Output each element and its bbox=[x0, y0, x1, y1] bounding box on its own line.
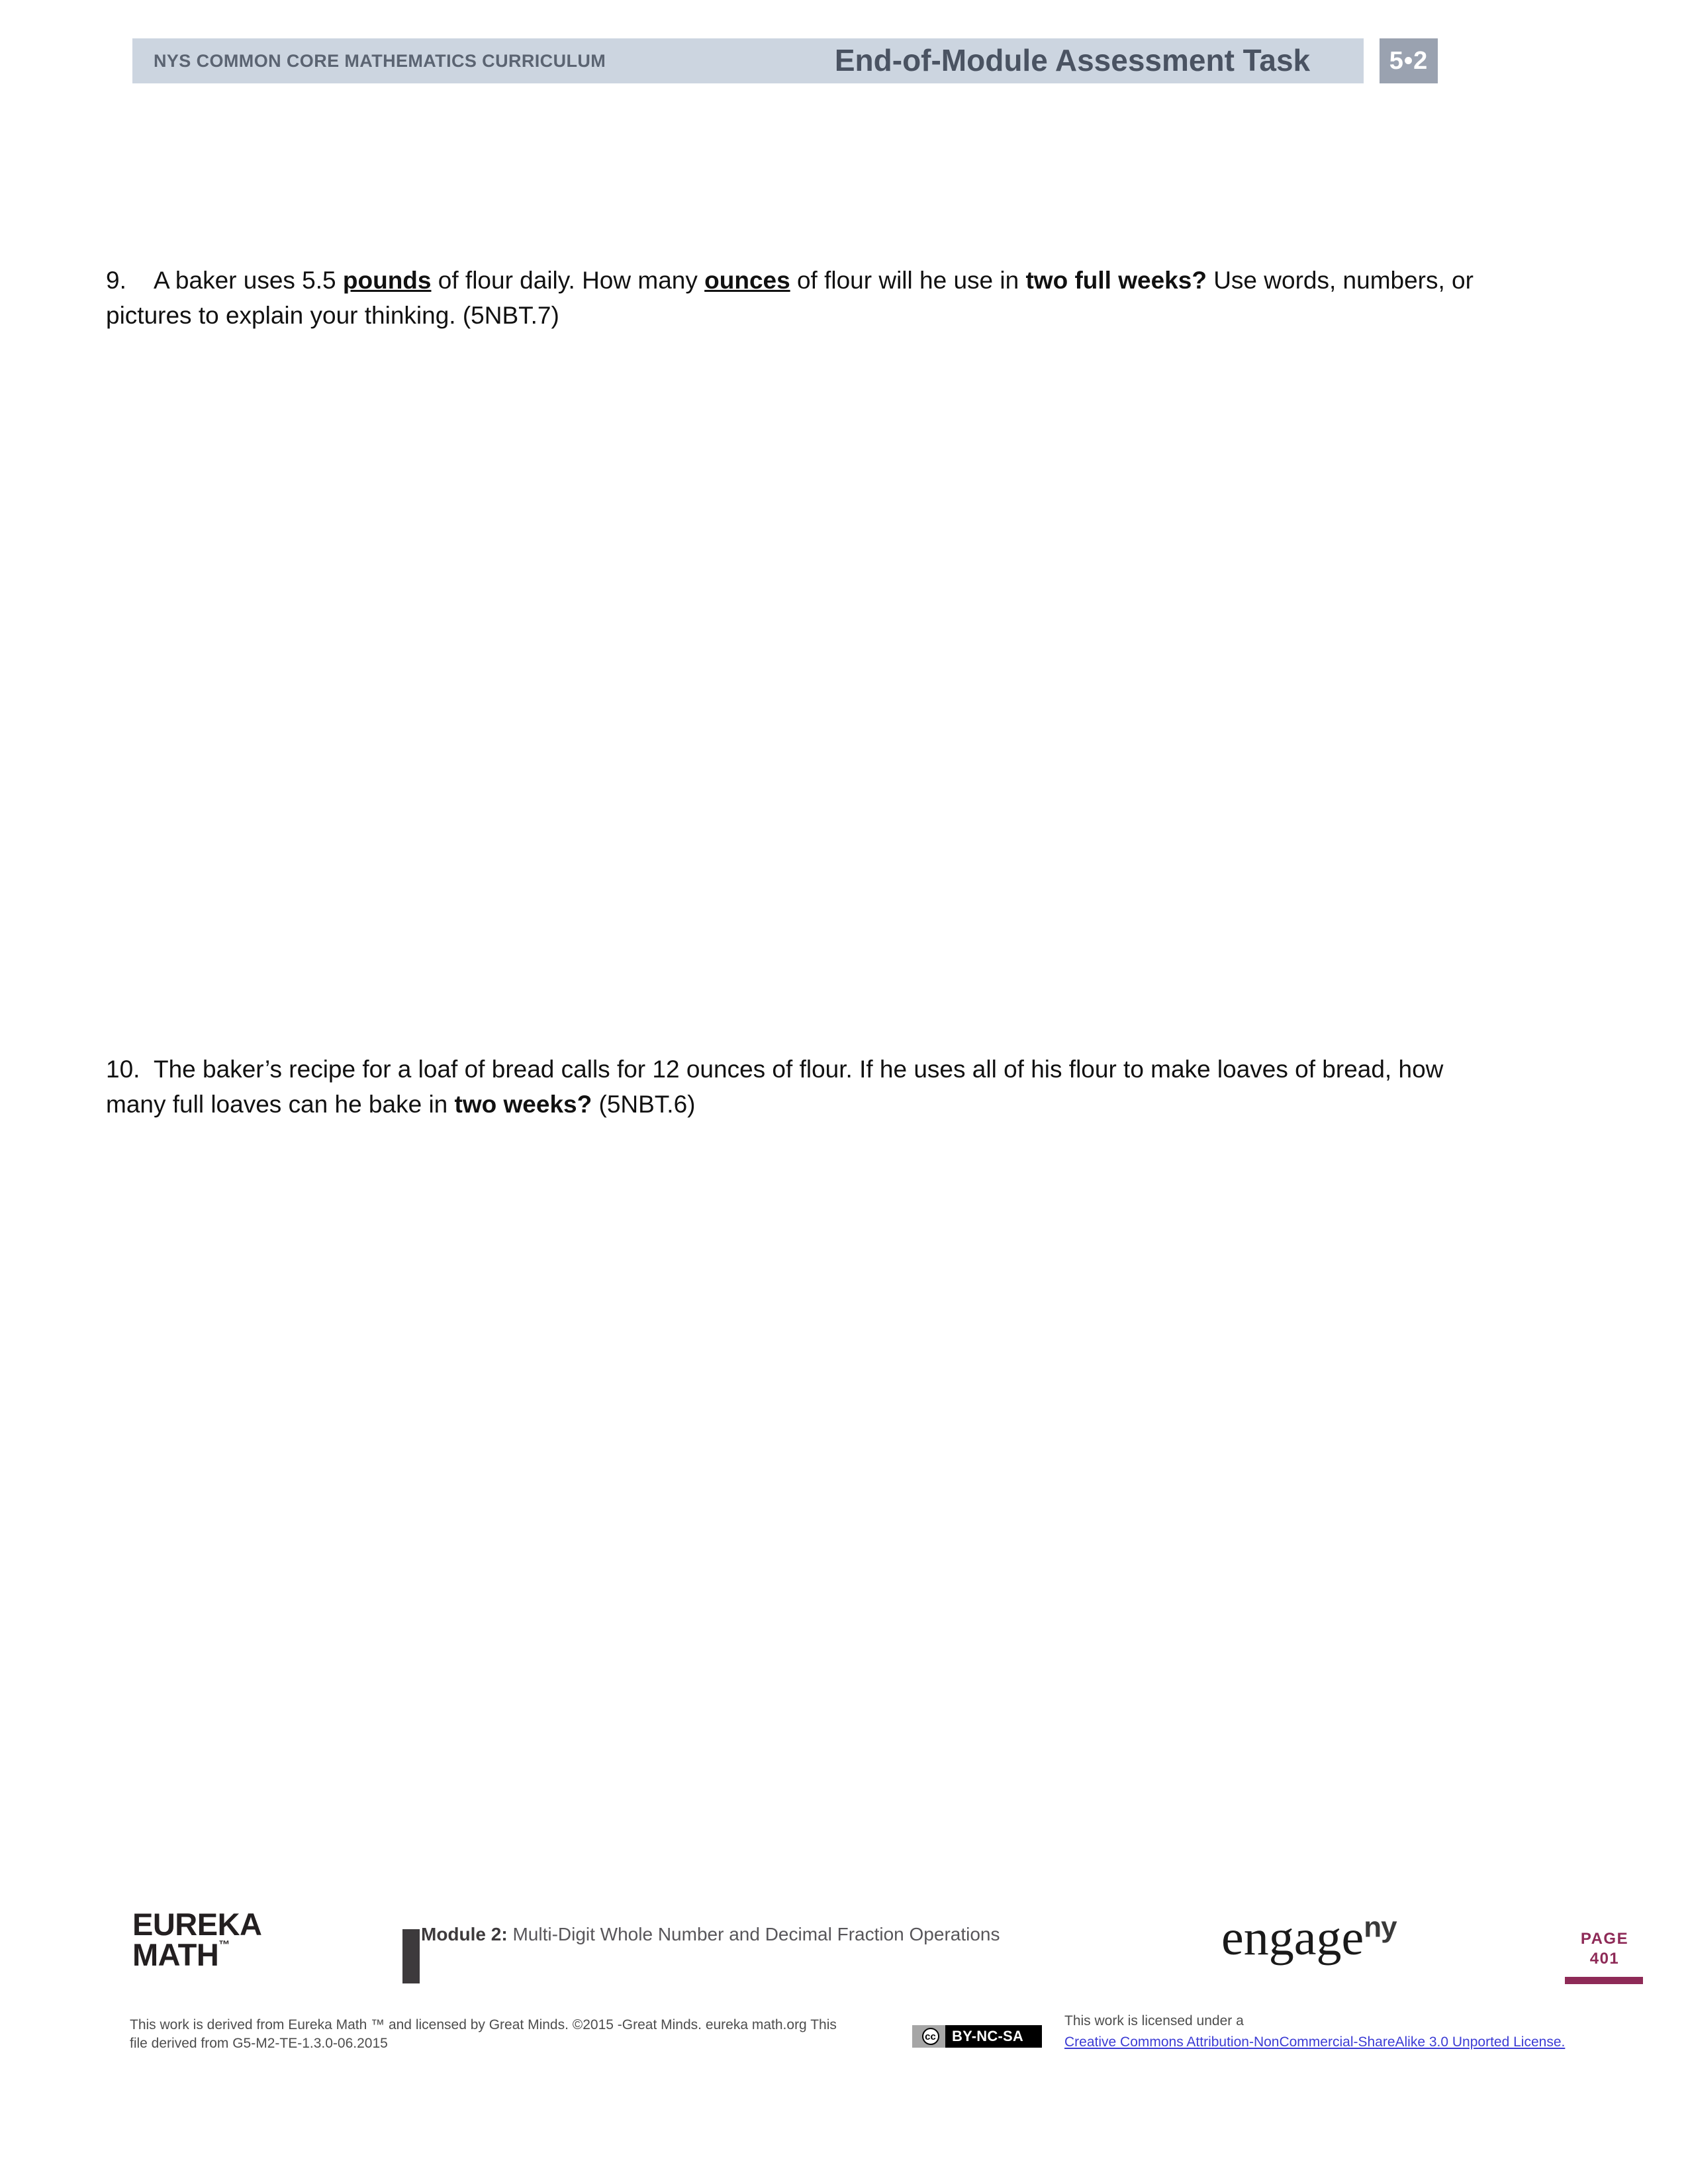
eureka-logo-line-2 bbox=[132, 1937, 261, 1973]
module-accent-bar bbox=[402, 1929, 420, 1983]
engageny-logo bbox=[1221, 1910, 1397, 1966]
license-link[interactable]: Creative Commons Attribution-NonCommercial-ShareAlike 3.0 Unported License. bbox=[1064, 2034, 1566, 2050]
eureka-logo-math-word: MATH bbox=[132, 1937, 219, 1973]
module-label: Module 2: bbox=[421, 1924, 508, 1944]
page-title: End-of-Module Assessment Task bbox=[834, 43, 1311, 77]
page-number: 401 bbox=[1589, 1950, 1620, 1968]
question-9-text: A baker uses 5.5 pounds of flour daily. How many ounces of flour will he use in two full weeks? Use words, numbers, or pictures to explain your thinking. (5NBT.7) bbox=[106, 267, 1474, 329]
trademark-icon: ™ bbox=[218, 1938, 230, 1952]
eureka-math-logo bbox=[132, 1907, 262, 1973]
question-9-number: 9. bbox=[106, 267, 126, 294]
module-caption bbox=[421, 1924, 1000, 1945]
ny-superscript: ny bbox=[1364, 1911, 1397, 1944]
cc-circle-wrap bbox=[912, 2025, 945, 2048]
question-10-text: The baker’s recipe for a loaf of bread calls for 12 ounces of flour. If he uses all of his flour to make loaves of bread, how many full loaves can he bake in two weeks? (5NBT.6) bbox=[106, 1056, 1444, 1118]
eureka-logo-line-1: EUREKA bbox=[132, 1907, 262, 1942]
question-10 bbox=[106, 1052, 1476, 1122]
header-curriculum-label: NYS COMMON CORE MATHEMATICS CURRICULUM bbox=[154, 51, 606, 71]
license-intro-text: This work is licensed under a bbox=[1064, 2013, 1244, 2028]
page-number-badge bbox=[1568, 1929, 1642, 1969]
creative-commons-badge-icon bbox=[912, 2025, 1042, 2048]
module-title: Multi-Digit Whole Number and Decimal Fraction Operations bbox=[507, 1924, 1000, 1944]
cc-license-code: BY-NC-SA bbox=[952, 2028, 1023, 2044]
page-badge-rule bbox=[1565, 1977, 1643, 1984]
derivation-notice: This work is derived from Eureka Math ™ and licensed by Great Minds. ©2015 -Great Minds. eureka math.org This file derived from G5-M2-TE-1.3.0-06.2015 bbox=[130, 2017, 837, 2051]
page-label: PAGE bbox=[1580, 1930, 1629, 1948]
question-9 bbox=[106, 263, 1476, 333]
page-header bbox=[132, 38, 1430, 83]
cc-mark-icon: cc bbox=[922, 2028, 939, 2045]
engage-wordmark: engage bbox=[1221, 1910, 1364, 1966]
header-grade-module-badge: 5•2 bbox=[1380, 38, 1438, 83]
question-10-number: 10. bbox=[106, 1056, 140, 1083]
